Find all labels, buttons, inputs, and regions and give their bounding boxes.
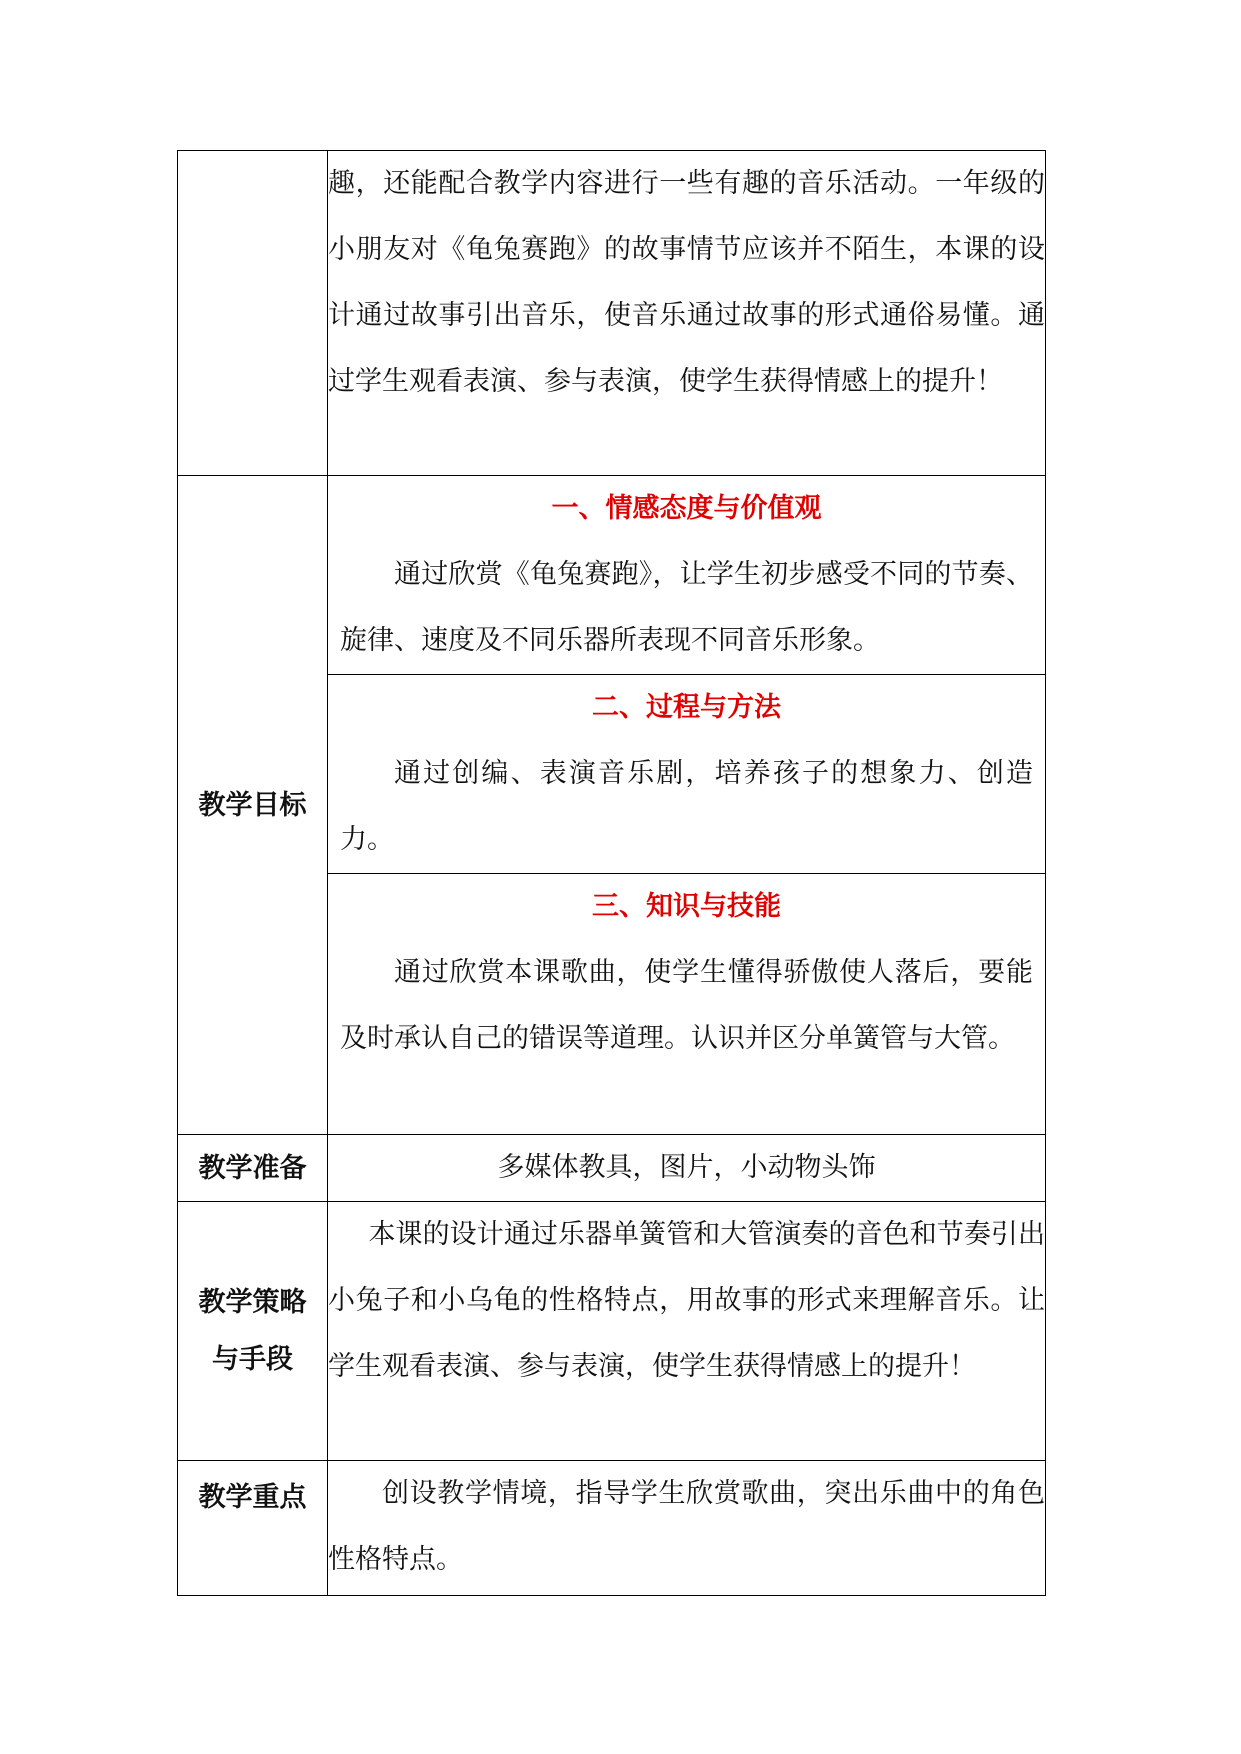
goal-body-2: 通过创编、表演音乐剧，培养孩子的想象力、创造力。 [340, 758, 1033, 855]
goal-heading-1: 一、情感态度与价值观 [551, 493, 822, 524]
table-row-key-points [178, 1461, 1046, 1596]
empty-label-cell [178, 151, 328, 476]
goal-heading-2: 二、过程与方法 [592, 692, 781, 723]
goals-label: 教学目标 [178, 476, 328, 1135]
strategy-value: 本课的设计通过乐器单簧管和大管演奏的音色和节奏引出小兔子和小乌龟的性格特点，用故事的形式来理解音乐。让学生观看表演、参与表演，使学生获得情感上的提升！ [328, 1202, 1046, 1461]
strategy-label-line2: 与手段 [212, 1344, 293, 1375]
strategy-label [178, 1202, 328, 1461]
goal-body-1: 通过欣赏《龟兔赛跑》，让学生初步感受不同的节奏、旋律、速度及不同乐器所表现不同音乐形象。 [340, 559, 1033, 656]
goal-section-3 [328, 874, 1046, 1135]
table-row-strategy [178, 1202, 1046, 1461]
table-row-goal-1 [178, 476, 1046, 675]
table-row-preparation [178, 1135, 1046, 1202]
strategy-label-line1: 教学策略 [198, 1287, 307, 1318]
intro-text: 趣，还能配合教学内容进行一些有趣的音乐活动。一年级的小朋友对《龟兔赛跑》的故事情节应该并不陌生，本课的设计通过故事引出音乐，使音乐通过故事的形式通俗易懂。通过学生观看表演、参与表演，使学生获得情感上的提升！ [328, 151, 1046, 476]
lesson-plan-table [177, 150, 1046, 1596]
key-points-value: 创设教学情境，指导学生欣赏歌曲，突出乐曲中的角色性格特点。 [328, 1461, 1046, 1596]
goal-section-2 [328, 675, 1046, 874]
preparation-value: 多媒体教具，图片，小动物头饰 [328, 1135, 1046, 1202]
goal-heading-3: 三、知识与技能 [592, 891, 781, 922]
goal-body-3: 通过欣赏本课歌曲，使学生懂得骄傲使人落后，要能及时承认自己的错误等道理。认识并区分单簧管与大管。 [340, 957, 1033, 1054]
key-points-label: 教学重点 [178, 1461, 328, 1596]
goal-section-1 [328, 476, 1046, 675]
table-row-intro [178, 151, 1046, 476]
preparation-label: 教学准备 [178, 1135, 328, 1202]
